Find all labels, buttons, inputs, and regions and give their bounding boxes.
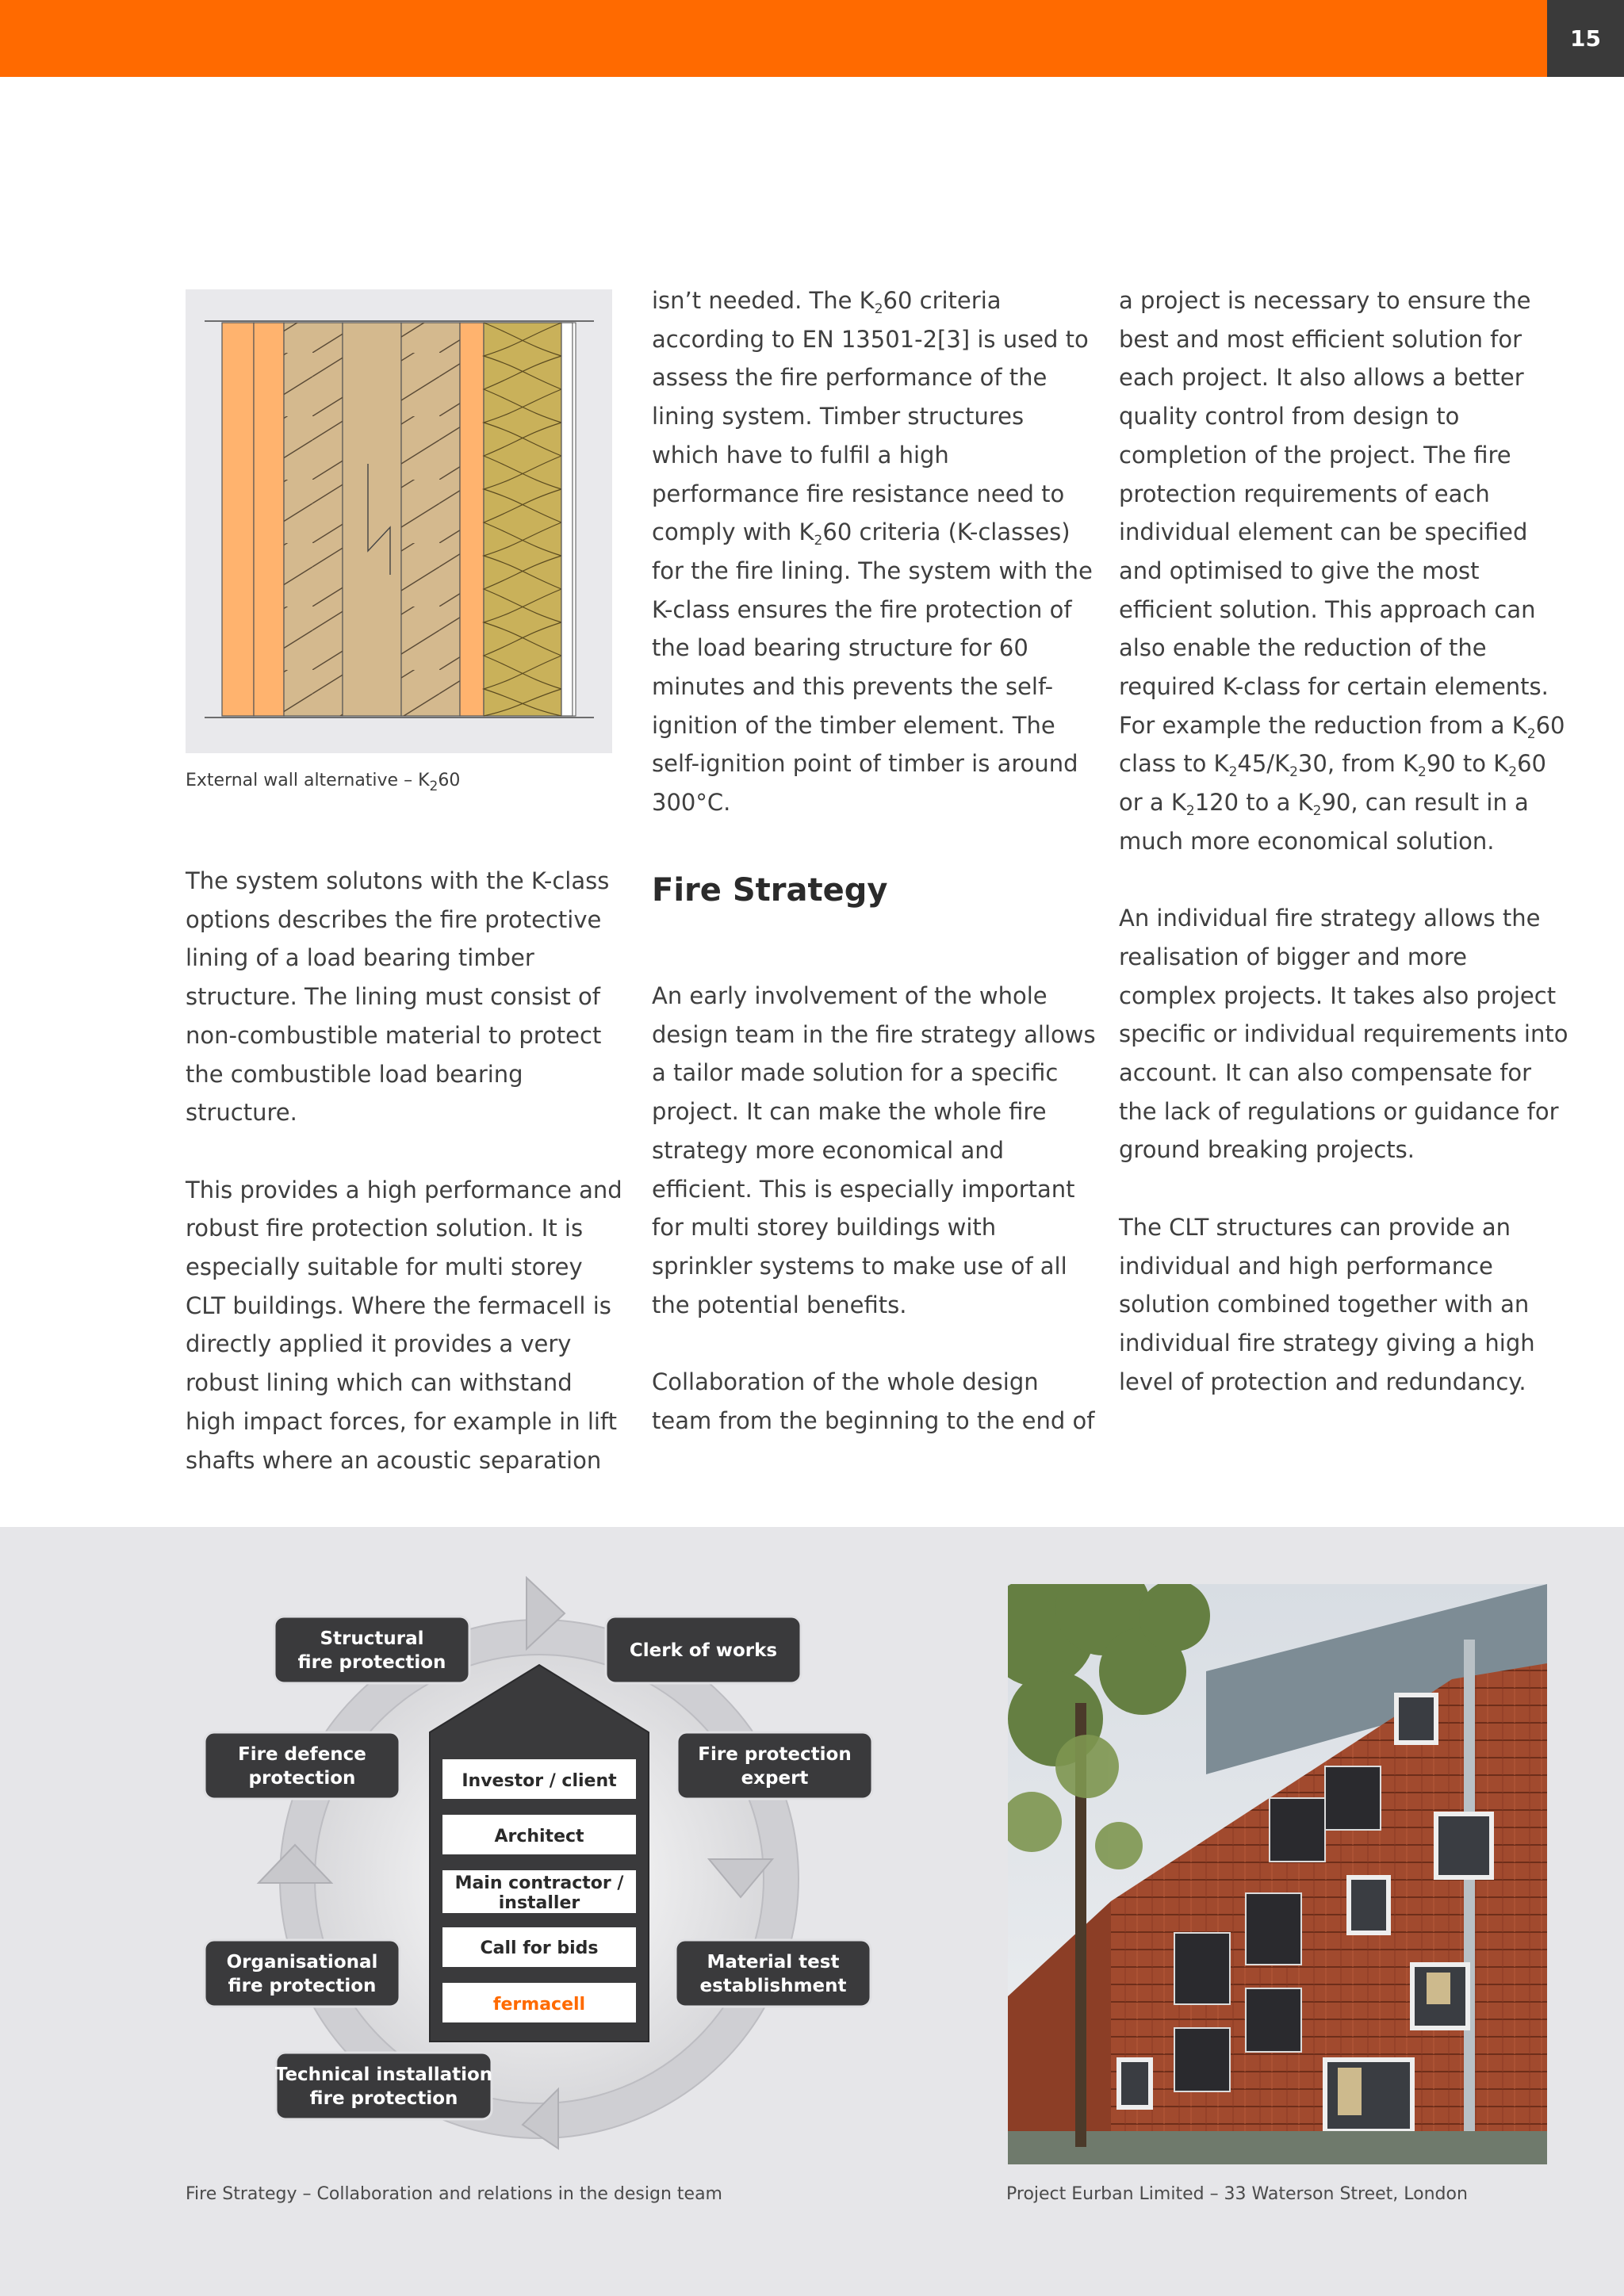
external-wall-figure — [186, 289, 612, 753]
house-item-investor — [442, 1759, 636, 1799]
paragraph: The system solutons with the K-class options describes the fire protective lining of a load bearing timber structure. The lining must consist of non-combustible material to protect the combustible load bearing structure. — [186, 867, 610, 1127]
svg-text:expert: expert — [741, 1768, 809, 1789]
svg-text:protection: protection — [248, 1768, 356, 1789]
svg-text:establishment: establishment — [699, 1976, 847, 1996]
box-fire-defence-protection — [205, 1732, 400, 1799]
house-item-bids — [442, 1927, 636, 1967]
svg-text:Call for bids: Call for bids — [480, 1938, 599, 1958]
text-column-1 — [186, 862, 626, 1479]
svg-text:Main contractor /: Main contractor / — [454, 1873, 624, 1893]
paragraph: An individual fire strategy allows the realisation of bigger and more complex projects. It takes also project specific or individual requirements into account. It can also compensate for the lack of regulations or guidance for ground breaking projects. — [1119, 905, 1568, 1164]
svg-text:fermacell: fermacell — [492, 1995, 586, 2015]
wall-figure-caption: External wall alternative – $K_260$ — [186, 771, 461, 794]
svg-text:fire protection: fire protection — [309, 2088, 458, 2109]
fire-diagram-caption: Fire Strategy – Collaboration and relations in the design team — [186, 2184, 722, 2204]
svg-text:fire protection: fire protection — [228, 1976, 377, 1996]
svg-text:Fire defence: Fire defence — [238, 1744, 366, 1765]
svg-text:Organisational: Organisational — [226, 1952, 378, 1973]
house-item-contractor — [442, 1870, 636, 1913]
svg-text:Structural: Structural — [320, 1628, 424, 1649]
paragraph: a project is necessary to ensure the best and most efficient solution for each project. It also allows a better quality control from design to completion of the project. The fire protection requirements of each individual element can be specified and optimised to give the most efficient solution. This approach can also enable the reduction of the required K-class for certain elements. For example the reduction from a $K_260$ class to $K_245/K_230$, from $K_290$ to $K_260$ or a $K_2120$ to a $K_290$, can result in a much more economical solution. — [1119, 287, 1565, 855]
box-clerk-of-works — [606, 1617, 801, 1683]
text-column-3 — [1119, 281, 1571, 1401]
top-accent-bar — [0, 0, 1624, 77]
paragraph: This provides a high performance and robust fire protection solution. It is especially suitable for multi storey CLT buildings. Where the fermacell is directly applied it provides a very robust lining which can withstand high impact forces, for example in lift shafts where an acoustic separation — [186, 1176, 622, 1474]
photo-caption: Project Eurban Limited – 33 Waterson Street, London — [1006, 2184, 1468, 2204]
box-material-test-establishment — [676, 1940, 871, 2007]
svg-text:Investor / client: Investor / client — [462, 1771, 617, 1791]
box-organisational-fire-protection — [205, 1940, 400, 2007]
svg-text:installer: installer — [498, 1893, 580, 1913]
house-item-architect — [442, 1815, 636, 1854]
section-heading: Fire Strategy — [652, 872, 888, 909]
box-technical-installation-fire-protection — [275, 2053, 492, 2119]
svg-text:Fire protection: Fire protection — [698, 1744, 852, 1765]
svg-text:fire protection: fire protection — [297, 1652, 446, 1673]
text-column-2 — [652, 281, 1096, 822]
paragraph: Collaboration of the whole design team from the beginning to the end of — [652, 1368, 1095, 1434]
paragraph: isn’t needed. The $K_260$ criteria according to EN 13501-2[3] is used to assess the fire performance of the lining system. Timber structures which have to fulfil a high performance fire resistance need to comply with $K_260$ criteria (K-classes) for the fire lining. The system with the K-class ensures the fire protection of the load bearing structure for 60 minutes and this prevents the self-ignition of the timber element. The self-ignition point of timber is around 300°C. — [652, 287, 1093, 817]
house-item-brand — [442, 1983, 636, 2022]
paragraph: An early involvement of the whole design team in the fire strategy allows a tailor made solution for a specific project. It can make the whole fire strategy more economical and efficient. This is especially important for multi storey buildings with sprinkler systems to make use of all the potential benefits. — [652, 982, 1096, 1318]
svg-text:Clerk of works: Clerk of works — [629, 1640, 778, 1661]
building-photo — [1008, 1584, 1547, 2164]
box-structural-fire-protection — [274, 1617, 469, 1683]
page-number: 15 — [1547, 0, 1624, 77]
svg-text:Material test: Material test — [707, 1952, 840, 1973]
text-column-2-continued — [652, 977, 1096, 1440]
wall-section-drawing — [186, 289, 612, 753]
svg-text:Technical installation: Technical installation — [274, 2064, 493, 2085]
fire-strategy-diagram — [186, 1566, 899, 2172]
box-fire-protection-expert — [677, 1732, 872, 1799]
svg-text:Architect: Architect — [494, 1827, 584, 1846]
paragraph: The CLT structures can provide an individual and high performance solution combined together with an individual fire strategy giving a high level of protection and redundancy. — [1119, 1213, 1535, 1395]
